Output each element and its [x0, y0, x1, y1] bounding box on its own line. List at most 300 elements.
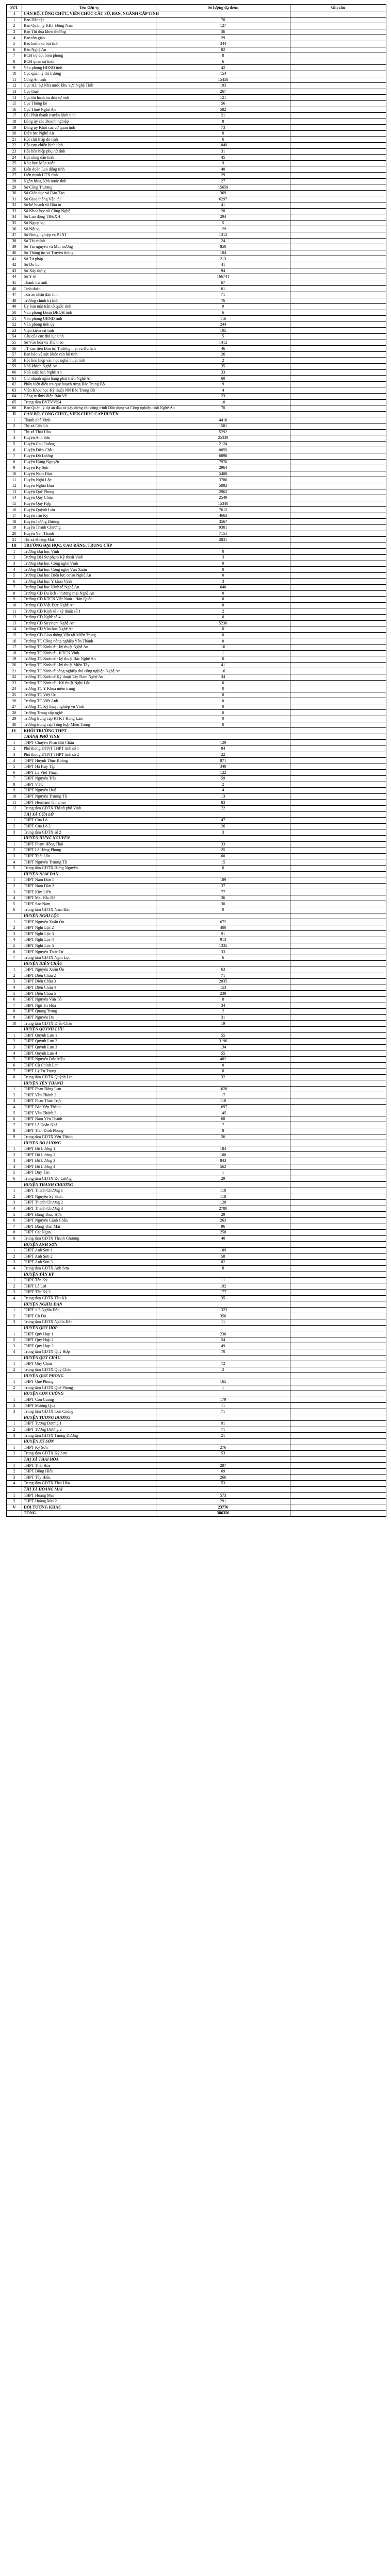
row-unit-name: Trường TC Kinh tế công nghiệp thủ công nghiệp Nghệ An: [22, 668, 156, 674]
row-unit-name: Trung tâm GDTX Đô Lương: [22, 1176, 156, 1182]
row-stt: 3: [7, 1290, 22, 1296]
row-unit-name: THPT Diễn Châu 3: [22, 979, 156, 985]
row-stt: 32: [7, 202, 22, 209]
row-stt: 1: [7, 1493, 22, 1499]
table-row: [7, 143, 386, 149]
row-unit-name: Thị xã Thái Hòa: [22, 429, 156, 435]
row-count: 582: [156, 107, 290, 113]
row-note: [290, 137, 386, 143]
row-unit-name: Trường TC Kinh tế - kỹ thuật Bắc Nghệ An: [22, 656, 156, 663]
row-unit-name: THPT Thái Hòa: [22, 1463, 156, 1469]
row-unit-name: THPT Đặng Thai Mai: [22, 1224, 156, 1230]
row-note: [290, 1021, 386, 1027]
row-unit-name: THPT Nguyễn Trường Tộ: [22, 859, 156, 866]
row-count: 5: [156, 220, 290, 226]
row-unit-name: Trung tâm GDTX Kỳ Sơn: [22, 1451, 156, 1457]
row-unit-name: Trung tâm GDTX Nam Đàn: [22, 907, 156, 913]
row-unit-name: TRƯỜNG ĐẠI HỌC, CAO ĐẲNG, TRUNG CẤP: [22, 543, 156, 549]
row-count: 166741: [156, 274, 290, 280]
table-row: [7, 89, 386, 95]
table-row: [7, 178, 386, 184]
row-unit-name: Ban bảo vệ sức khỏe cán bộ tỉnh: [22, 351, 156, 358]
row-stt: 35: [7, 220, 22, 226]
table-row: [7, 829, 386, 836]
row-count: 122: [156, 770, 290, 776]
row-note: [290, 1217, 386, 1224]
table-row: [7, 376, 386, 382]
row-note: [290, 561, 386, 567]
row-stt: 4: [7, 937, 22, 943]
row-note: [290, 244, 386, 250]
table-row: [7, 441, 386, 447]
row-unit-name: Sở Tư pháp: [22, 256, 156, 262]
table-row: [7, 483, 386, 489]
subsection-row: [7, 1140, 386, 1146]
row-note: [290, 1212, 386, 1218]
row-stt: 2: [7, 23, 22, 29]
row-unit-name: HUYỆN TƯƠNG DƯƠNG: [22, 1415, 156, 1421]
row-count: 1312: [156, 232, 290, 238]
table-row: [7, 340, 386, 346]
table-row: [7, 1367, 386, 1373]
row-count: 59: [156, 776, 290, 782]
row-unit-name: THPT Quỳnh Lưu 2: [22, 1039, 156, 1045]
row-note: [290, 262, 386, 268]
row-stt: 6: [7, 447, 22, 453]
row-unit-name: Công ty thủy điện Bản Vẽ: [22, 394, 156, 400]
row-count: 58: [156, 1253, 290, 1260]
row-count: [156, 1391, 290, 1397]
row-note: [290, 1086, 386, 1092]
table-row: [7, 937, 386, 943]
table-row: [7, 865, 386, 871]
row-count: 26: [156, 1134, 290, 1140]
row-note: [290, 1379, 386, 1385]
row-count: 0: [156, 710, 290, 716]
row-count: [156, 734, 290, 740]
row-stt: 21: [7, 668, 22, 674]
row-stt: 16: [7, 507, 22, 513]
row-unit-name: THPT Nguyễn Du: [22, 1014, 156, 1021]
table-row: [7, 740, 386, 746]
row-unit-name: THPT Quỳ Hợp 2: [22, 1337, 156, 1343]
row-note: [290, 853, 386, 859]
table-row: [7, 166, 386, 173]
row-note: [290, 489, 386, 495]
table-row: [7, 208, 386, 214]
row-stt: 3: [7, 1044, 22, 1050]
table-row: [7, 364, 386, 370]
row-count: 154: [156, 71, 290, 77]
row-stt: 4: [7, 567, 22, 573]
row-stt: 12: [7, 805, 22, 811]
row-stt: 1: [7, 1463, 22, 1469]
row-count: 1: [156, 650, 290, 656]
row-note: [290, 405, 386, 412]
row-count: 9: [156, 381, 290, 387]
row-note: [290, 537, 386, 543]
row-stt: 2: [7, 1337, 22, 1343]
row-stt: 2: [7, 1152, 22, 1158]
row-count: 34: [156, 1003, 290, 1009]
table-row: [7, 1277, 386, 1283]
row-count: 11: [156, 1319, 290, 1326]
table-row: [7, 949, 386, 955]
row-note: [290, 1206, 386, 1212]
row-stt: 2: [7, 1427, 22, 1433]
row-note: [290, 41, 386, 47]
row-count: 29: [156, 1212, 290, 1218]
row-count: 41: [156, 662, 290, 668]
row-stt: 2: [7, 1367, 22, 1373]
row-stt: [7, 1511, 22, 1517]
table-row: [7, 1194, 386, 1200]
row-stt: 40: [7, 250, 22, 256]
subsection-row: [7, 1080, 386, 1087]
row-unit-name: THPT Kim Liên: [22, 889, 156, 895]
section-row: [7, 728, 386, 734]
row-count: 54: [156, 1337, 290, 1343]
row-unit-name: Trường TC Kinh tế - Kỹ thuật Nghi Lộc: [22, 680, 156, 686]
row-note: [290, 889, 386, 895]
row-stt: 27: [7, 173, 22, 179]
row-note: [290, 991, 386, 997]
row-stt: 18: [7, 519, 22, 525]
row-stt: 3: [7, 1260, 22, 1266]
table-row: [7, 173, 386, 179]
table-row: [7, 387, 386, 394]
row-stt: 5: [7, 441, 22, 447]
row-note: [290, 321, 386, 328]
row-note: [290, 1409, 386, 1415]
row-count: 41: [156, 202, 290, 209]
table-row: [7, 351, 386, 358]
row-note: [290, 1092, 386, 1098]
row-note: [290, 441, 386, 447]
header-stt: STT: [7, 5, 22, 11]
row-count: 49: [156, 1343, 290, 1349]
row-stt: 2: [7, 1498, 22, 1504]
row-unit-name: THPT Nguyễn Trãi: [22, 776, 156, 782]
row-unit-name: THPT Thái Lão: [22, 853, 156, 859]
table-row: [7, 608, 386, 615]
row-note: [290, 1391, 386, 1397]
row-stt: 44: [7, 274, 22, 280]
table-row: [7, 47, 386, 53]
row-note: [290, 453, 386, 459]
row-count: 118: [156, 1188, 290, 1194]
table-row: [7, 107, 386, 113]
row-stt: 2: [7, 883, 22, 889]
row-note: [290, 346, 386, 352]
subsection-row: [7, 1438, 386, 1445]
row-unit-name: Phổ thông DTNT THPT tỉnh số 1: [22, 746, 156, 752]
row-note: [290, 328, 386, 334]
row-note: [290, 1486, 386, 1493]
table-row: [7, 626, 386, 633]
row-unit-name: Nhà xuất bản Nghệ An: [22, 369, 156, 376]
row-count: 53: [156, 1481, 290, 1487]
row-note: [290, 268, 386, 274]
row-note: [290, 1265, 386, 1272]
row-count: 0: [156, 614, 290, 620]
row-unit-name: THPT Lê Hồng Phong: [22, 848, 156, 854]
row-count: 33: [156, 841, 290, 848]
row-stt: 7: [7, 1224, 22, 1230]
row-note: [290, 823, 386, 829]
row-note: [290, 1397, 386, 1403]
row-stt: 1: [7, 1421, 22, 1427]
row-stt: 4: [7, 895, 22, 901]
table-row: [7, 1427, 386, 1433]
table-row: [7, 590, 386, 597]
table-row: [7, 1260, 386, 1266]
subsection-row: [7, 1391, 386, 1397]
row-unit-name: Trường CĐ Kinh tế - kỹ thuật số 1: [22, 608, 156, 615]
row-count: 17: [156, 1092, 290, 1098]
row-note: [290, 1182, 386, 1188]
row-count: 0: [156, 572, 290, 579]
row-stt: 5: [7, 764, 22, 770]
row-unit-name: THPT Nguyễn Trường Tộ: [22, 793, 156, 800]
row-stt: [7, 1272, 22, 1278]
row-unit-name: Khu học Mùa xuân: [22, 160, 156, 166]
row-stt: 2: [7, 1451, 22, 1457]
table-row: [7, 489, 386, 495]
row-stt: 15: [7, 632, 22, 638]
table-row: [7, 1421, 386, 1427]
row-count: 189: [156, 1247, 290, 1253]
row-stt: 1: [7, 417, 22, 423]
row-stt: 6: [7, 907, 22, 913]
row-stt: 3: [7, 1433, 22, 1439]
row-note: [290, 250, 386, 256]
row-unit-name: Sở Giao thông Vận tải: [22, 196, 156, 202]
row-stt: 65: [7, 399, 22, 405]
table-row: [7, 1235, 386, 1242]
row-stt: [7, 1355, 22, 1361]
table-row: [7, 1331, 386, 1337]
row-unit-name: THPT Mai Hắc Đế: [22, 895, 156, 901]
row-unit-name: THPT Lê Doãn Nhã: [22, 1122, 156, 1128]
row-note: [290, 1080, 386, 1087]
table-row: [7, 59, 386, 65]
row-unit-name: Trung tâm GDTX Quỳnh Lưu: [22, 1074, 156, 1080]
row-stt: 3: [7, 429, 22, 435]
row-unit-name: Sở Nông nghiệp và PTNT: [22, 232, 156, 238]
row-stt: 46: [7, 286, 22, 292]
row-stt: 8: [7, 590, 22, 597]
row-stt: [7, 1438, 22, 1445]
row-stt: 6: [7, 1176, 22, 1182]
row-stt: [7, 961, 22, 967]
row-unit-name: THPT Thanh Chương 2: [22, 1200, 156, 1206]
row-count: 16: [156, 668, 290, 674]
row-unit-name: Huyện Hưng Nguyên: [22, 459, 156, 465]
row-note: [290, 316, 386, 322]
row-unit-name: Trường trung cấp Tổng hợp Miền Trung: [22, 722, 156, 728]
row-count: 2831: [156, 537, 290, 543]
row-stt: 1: [7, 967, 22, 973]
row-count: 27: [156, 178, 290, 184]
row-stt: 10: [7, 71, 22, 77]
table-row: [7, 1188, 386, 1194]
row-unit-name: HUYỆN QUỲNH LƯU: [22, 1026, 156, 1032]
row-count: 3: [156, 555, 290, 561]
row-stt: 30: [7, 190, 22, 196]
row-note: [290, 160, 386, 166]
row-unit-name: Công An tỉnh: [22, 77, 156, 83]
row-count: 35: [156, 364, 290, 370]
row-count: 31: [156, 1014, 290, 1021]
row-count: 128: [156, 1200, 290, 1206]
row-unit-name: Liên minh HTX tỉnh: [22, 173, 156, 179]
row-stt: 10: [7, 793, 22, 800]
row-note: [290, 1164, 386, 1170]
row-unit-name: Văn phòng Đoàn ĐBQH tỉnh: [22, 310, 156, 316]
row-note: [290, 232, 386, 238]
table-row: [7, 148, 386, 155]
row-count: [156, 1438, 290, 1445]
row-note: [290, 1456, 386, 1463]
row-note: [290, 17, 386, 23]
row-note: [290, 292, 386, 298]
row-count: 7976: [156, 459, 290, 465]
row-stt: 10: [7, 1021, 22, 1027]
row-unit-name: THPT Nghi Lộc 5: [22, 943, 156, 949]
row-count: 356: [156, 1313, 290, 1319]
table-row: [7, 1062, 386, 1069]
row-note: [290, 740, 386, 746]
row-count: 2: [156, 608, 290, 615]
row-note: [290, 71, 386, 77]
row-note: [290, 638, 386, 645]
row-unit-name: Cục thuế: [22, 89, 156, 95]
row-note: [290, 1349, 386, 1355]
row-note: [290, 555, 386, 561]
table-row: [7, 399, 386, 405]
table-row: [7, 1379, 386, 1385]
row-unit-name: ĐỐI TƯỢNG KHÁC: [22, 1504, 156, 1511]
row-count: 67: [156, 280, 290, 286]
row-count: 266: [156, 1475, 290, 1481]
row-note: [290, 692, 386, 698]
row-count: [156, 871, 290, 877]
row-stt: 38: [7, 238, 22, 244]
row-note: [290, 1242, 386, 1248]
row-unit-name: THPT Cù Chính Lan: [22, 1062, 156, 1069]
row-note: [290, 513, 386, 519]
row-note: [290, 728, 386, 734]
total-row: [7, 1511, 386, 1517]
row-note: [290, 1230, 386, 1236]
row-note: [290, 818, 386, 824]
row-count: 5: [156, 334, 290, 340]
row-count: 276: [156, 1445, 290, 1451]
row-note: [290, 364, 386, 370]
row-unit-name: HUYỆN TÂN KỲ: [22, 1272, 156, 1278]
row-unit-name: Huyện Tương Dương: [22, 519, 156, 525]
table-row: [7, 321, 386, 328]
table-row: [7, 513, 386, 519]
row-count: 1628: [156, 1086, 290, 1092]
row-count: [156, 1301, 290, 1308]
row-unit-name: THPT Đô Lương 4: [22, 1164, 156, 1170]
row-stt: 17: [7, 644, 22, 650]
row-unit-name: Trường TC Y Khoa miền trung: [22, 686, 156, 692]
row-stt: 61: [7, 376, 22, 382]
row-count: 193: [156, 83, 290, 89]
row-note: [290, 435, 386, 442]
row-stt: 2: [7, 848, 22, 854]
row-count: 29: [156, 35, 290, 41]
row-count: 71: [156, 292, 290, 298]
row-note: [290, 1200, 386, 1206]
row-note: [290, 1421, 386, 1427]
table-row: [7, 823, 386, 829]
row-unit-name: THPT Đông Hiếu: [22, 1468, 156, 1475]
row-stt: [7, 1456, 22, 1463]
row-stt: [7, 913, 22, 919]
table-row: [7, 1104, 386, 1110]
row-unit-name: THPT Nguyễn Xuân Ôn: [22, 967, 156, 973]
row-unit-name: Trung tâm GDTX số 2: [22, 829, 156, 836]
row-note: [290, 423, 386, 429]
row-count: 0: [156, 722, 290, 728]
table-row: [7, 1152, 386, 1158]
row-count: 134: [156, 1044, 290, 1050]
row-note: [290, 590, 386, 597]
table-row: [7, 1337, 386, 1343]
row-stt: 58: [7, 358, 22, 364]
row-stt: 2: [7, 1283, 22, 1290]
row-stt: 7: [7, 776, 22, 782]
row-note: [290, 47, 386, 53]
row-count: 36: [156, 29, 290, 35]
row-unit-name: THPT Trần Đình Phong: [22, 1128, 156, 1134]
row-note: [290, 525, 386, 531]
table-row: [7, 859, 386, 866]
header-unit-name: Tên đơn vị: [22, 5, 156, 11]
row-note: [290, 507, 386, 513]
table-row: [7, 71, 386, 77]
row-count: 6: [156, 955, 290, 961]
table-row: [7, 280, 386, 286]
row-count: 7151: [156, 531, 290, 537]
subsection-row: [7, 1373, 386, 1379]
table-row: [7, 1146, 386, 1152]
row-count: 19: [156, 1021, 290, 1027]
row-stt: 34: [7, 214, 22, 221]
row-stt: 3: [7, 1200, 22, 1206]
row-count: 7: [156, 1122, 290, 1128]
table-row: [7, 130, 386, 137]
row-unit-name: TT xúc tiến Đầu tư, Thương mại và Du lịch: [22, 346, 156, 352]
row-count: 5408: [156, 471, 290, 477]
row-unit-name: THÀNH PHỐ VINH: [22, 734, 156, 740]
table-row: [7, 1468, 386, 1475]
row-count: 32: [156, 1074, 290, 1080]
table-row: [7, 793, 386, 800]
table-row: [7, 555, 386, 561]
table-row: [7, 1164, 386, 1170]
row-stt: 24: [7, 155, 22, 161]
row-count: 348: [156, 764, 290, 770]
table-row: [7, 1230, 386, 1236]
row-unit-name: THPT Phạm Hồng Thái: [22, 841, 156, 848]
row-note: [290, 1009, 386, 1015]
row-unit-name: Sở Ngoại vụ: [22, 220, 156, 226]
